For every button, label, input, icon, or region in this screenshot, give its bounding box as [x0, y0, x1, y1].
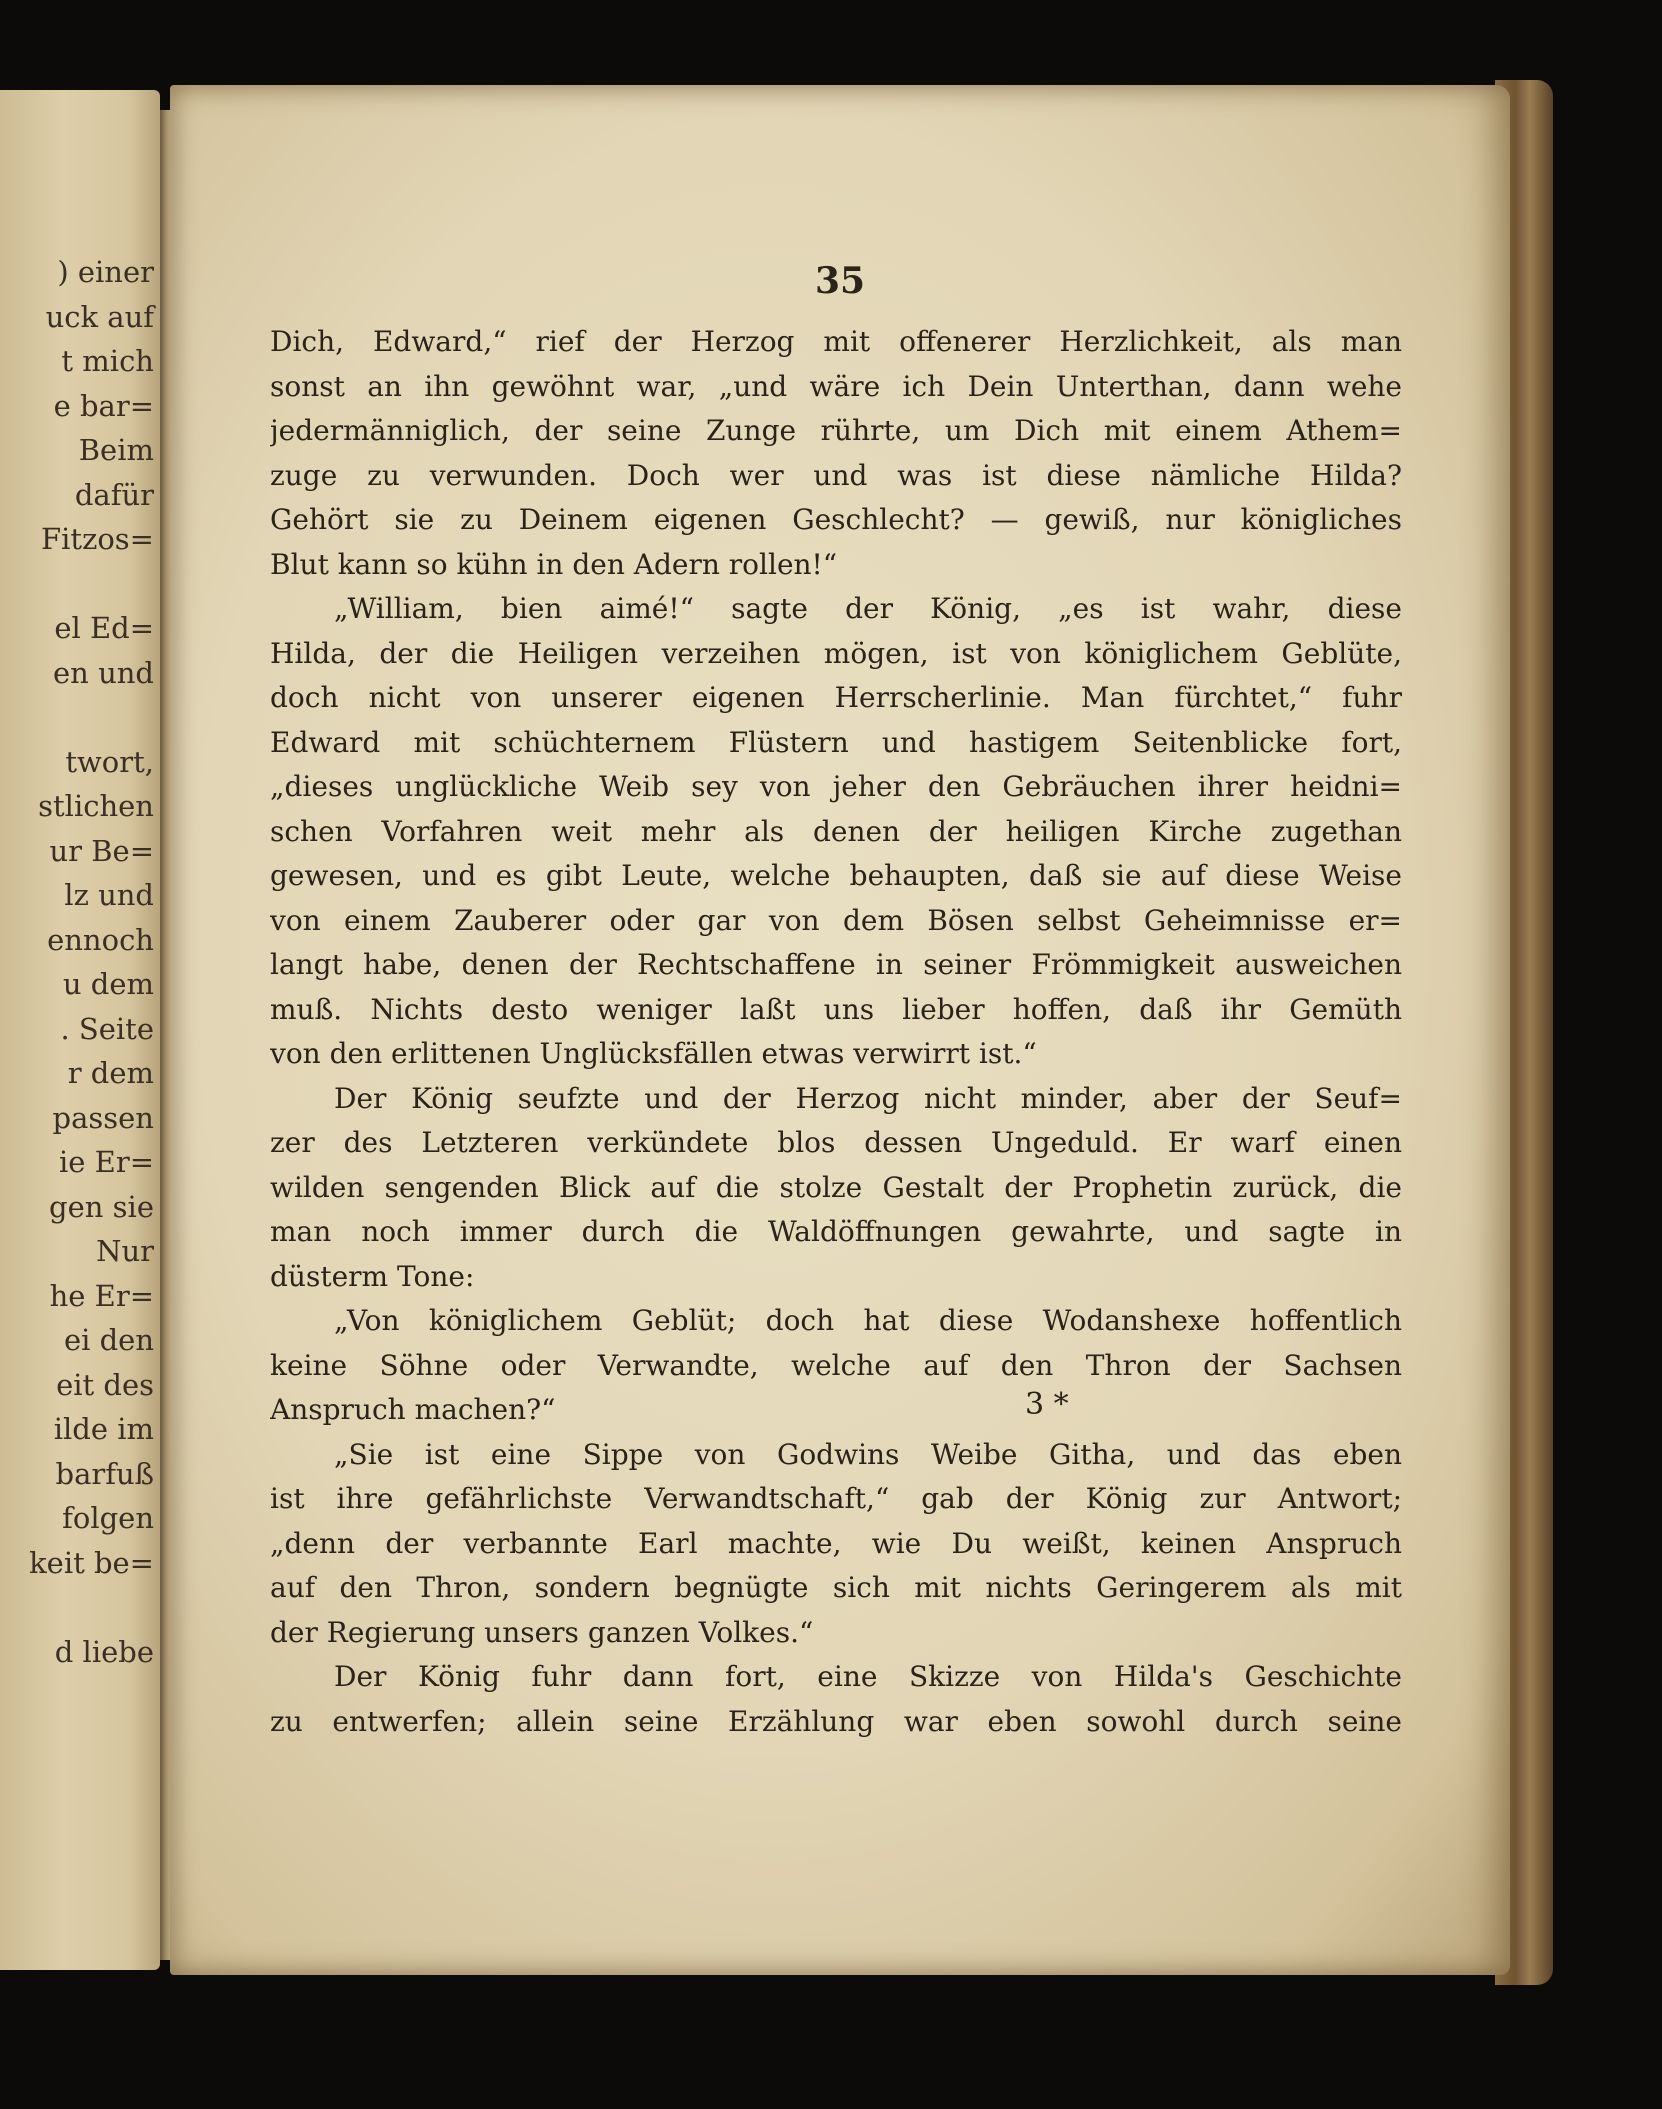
- text-line: zuge zu verwunden. Doch wer und was ist diese nämliche Hilda?: [270, 458, 1402, 492]
- text-line: muß. Nichts desto weniger laßt uns lieber hoffen, daß ihr Gemüth: [270, 992, 1402, 1026]
- text-line: Blut kann so kühn in den Adern rollen!“: [270, 547, 838, 581]
- left-page-fragment: lz und: [64, 878, 154, 912]
- text-line: auf den Thron, sondern begnügte sich mit nichts Geringerem als mit: [270, 1571, 1402, 1604]
- text-line: „William, bien aimé!“ sagte der König, „es ist wahr, diese: [334, 592, 1402, 625]
- text-line: düsterm Tone:: [270, 1259, 475, 1293]
- text-line: man noch immer durch die Waldöffnungen gewahrte, und sagte in: [270, 1215, 1402, 1248]
- left-page-fragment: passen: [52, 1100, 154, 1135]
- left-page-fragment: stlichen: [38, 789, 154, 823]
- left-page-fragment: Nur: [96, 1234, 154, 1268]
- signature-mark: 3 *: [1025, 1387, 1069, 1422]
- left-page-fragment: eit des: [56, 1367, 154, 1402]
- text-line: „Sie ist eine Sippe von Godwins Weibe Githa, und das eben: [334, 1437, 1402, 1471]
- text-line: Hilda, der die Heiligen verzeihen mögen, ist von königlichem Geblüte,: [270, 636, 1402, 670]
- left-page-fragment: Beim: [78, 433, 154, 467]
- text-line: „Von königlichem Geblüt; doch hat diese Wodanshexe hoffentlich: [334, 1304, 1402, 1337]
- text-line: von einem Zauberer oder gar von dem Bösen selbst Geheimnisse er=: [270, 903, 1402, 937]
- right-page: [170, 85, 1510, 1975]
- left-page-fragment: ur Be=: [49, 833, 154, 868]
- text-line: Anspruch machen?“: [270, 1393, 556, 1426]
- text-line: schen Vorfahren weit mehr als denen der heiligen Kirche zugethan: [270, 814, 1402, 848]
- left-page-fragment: he Er=: [49, 1278, 154, 1313]
- left-page-fragment: barfuß: [55, 1456, 154, 1491]
- left-page-fragment: ennoch: [47, 922, 154, 957]
- text-line: von den erlittenen Unglücksfällen etwas verwirrt ist.“: [270, 1037, 1037, 1070]
- text-line: langt habe, denen der Rechtschaffene in seiner Frömmigkeit ausweichen: [270, 948, 1402, 981]
- left-page-fragment: e bar=: [53, 388, 154, 423]
- text-line: jedermänniglich, der seine Zunge rührte, um Dich mit einem Athem=: [270, 414, 1402, 447]
- left-page-fragment: d liebe: [54, 1634, 154, 1669]
- text-line: der Regierung unsers ganzen Volkes.“: [270, 1615, 814, 1649]
- left-page-fragment: twort,: [65, 744, 154, 779]
- left-facing-page: [0, 90, 160, 1970]
- left-page-fragment: uck auf: [45, 299, 154, 334]
- left-page-fragment: ) einer: [57, 255, 154, 289]
- text-line: doch nicht von unserer eigenen Herrscherlinie. Man fürchtet,“ fuhr: [270, 681, 1402, 714]
- left-page-fragment: Fitzos=: [41, 522, 154, 556]
- left-page-fragment: el Ed=: [54, 611, 154, 645]
- text-line: wilden sengenden Blick auf die stolze Gestalt der Prophetin zurück, die: [270, 1170, 1402, 1204]
- text-line: „denn der verbannte Earl machte, wie Du weißt, keinen Anspruch: [270, 1526, 1402, 1560]
- text-line: Edward mit schüchternem Flüstern und hastigem Seitenblicke fort,: [270, 725, 1402, 759]
- left-page-fragment: r dem: [67, 1056, 154, 1090]
- text-line: ist ihre gefährlichste Verwandtschaft,“ gab der König zur Antwort;: [270, 1482, 1402, 1515]
- text-line: zu entwerfen; allein seine Erzählung war eben sowohl durch seine: [270, 1704, 1402, 1738]
- left-page-fragment: folgen: [62, 1501, 154, 1535]
- left-page-fragment: ilde im: [53, 1412, 154, 1446]
- left-page-fragment: gen sie: [49, 1189, 154, 1224]
- left-page-fragment: t mich: [61, 344, 154, 378]
- left-page-fragment: keit be=: [29, 1545, 154, 1580]
- left-page-fragment: u dem: [62, 967, 154, 1001]
- body-text: [270, 320, 1402, 1744]
- text-line: keine Söhne oder Verwandte, welche auf den Thron der Sachsen: [270, 1348, 1402, 1382]
- text-line: Dich, Edward,“ rief der Herzog mit offenerer Herzlichkeit, als man: [270, 325, 1402, 358]
- text-line: sonst an ihn gewöhnt war, „und wäre ich Dein Unterthan, dann wehe: [270, 369, 1402, 403]
- left-page-fragment: ie Er=: [59, 1145, 154, 1179]
- left-page-fragment: en und: [53, 655, 154, 690]
- left-page-fragment: ei den: [63, 1323, 154, 1357]
- text-line: Der König fuhr dann fort, eine Skizze von Hilda's Geschichte: [334, 1660, 1402, 1693]
- text-line: Gehört sie zu Deinem eigenen Geschlecht? — gewiß, nur königliches: [270, 503, 1402, 536]
- page-number: 35: [814, 260, 866, 302]
- text-line: zer des Letzteren verkündete blos dessen Ungeduld. Er warf einen: [270, 1126, 1402, 1159]
- left-page-fragment: dafür: [74, 477, 154, 512]
- text-line: Der König seufzte und der Herzog nicht minder, aber der Seuf=: [334, 1081, 1402, 1115]
- text-line: „dieses unglückliche Weib sey von jeher den Gebräuchen ihrer heidni=: [270, 770, 1402, 803]
- text-line: gewesen, und es gibt Leute, welche behaupten, daß sie auf diese Weise: [270, 859, 1402, 892]
- left-page-fragment: . Seite: [60, 1011, 154, 1046]
